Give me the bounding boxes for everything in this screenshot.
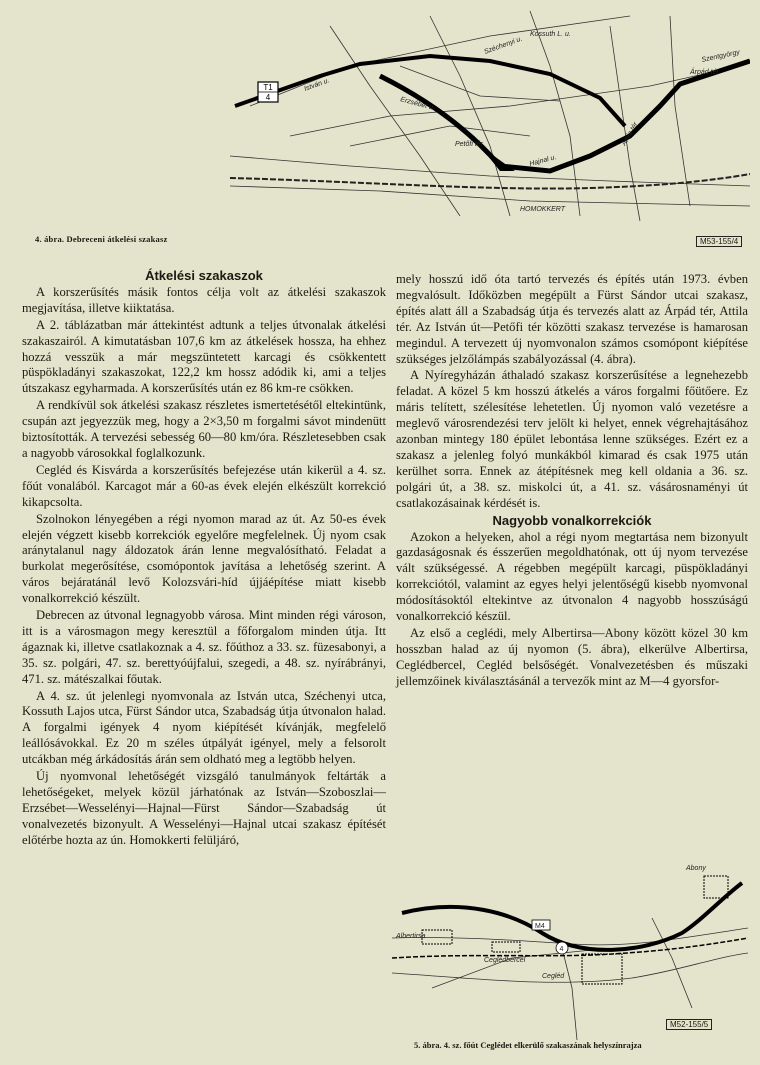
town-albertirsa [422, 930, 452, 944]
label-route4: 4 [559, 946, 564, 953]
label-homokkert: HOMOKKERT [520, 206, 565, 213]
label-istvan: István u. [303, 77, 331, 93]
railway-line [392, 938, 748, 958]
paragraph: Cegléd és Kisvárda a korszerűsítés befejezése után kikerül a 4. sz. főút vonalából. Karcagot már a 60-as évek elején elkészült korrekció kikapcsolta. [22, 462, 386, 509]
town-ceglbercel [492, 942, 520, 952]
label-erzsebet: Erzsébet u. [399, 96, 436, 113]
route-badge-bottom: 4 [265, 93, 271, 102]
left-column [22, 268, 386, 850]
figure-cegled-map [392, 858, 748, 1040]
label-kossuth: Kossuth L. u. [530, 31, 571, 38]
paragraph: A 2. táblázatban már áttekintést adtunk a teljes útvonalak átkelési szakaszairól. A kimutatásban 107,6 km az átkelések hossza, ha ehhez hozzá vesszük a már megszüntetett karcagi és csökkentett püspökladányi szakaszokat, 122,2 km hossz adódik ki, ami a teljes útszakasz egyharmada. A korszerűsítés után ez 86 km-re csökken. [22, 317, 386, 396]
heading-vonalkorrekciok: Nagyobb vonalkorrekciók [492, 512, 652, 528]
paragraph: Debrecen az útvonal legnagyobb városa. Mint minden régi városon, itt is a városmagon megy keresztül a főforgalom minden útja. Itt ágaznak ki, illetve csatlakoznak a 4. sz. főúthoz a 33. sz. füzesabonyi, a 35. sz. polgári, 47. sz. berettyóújfalui, szegedi, a 48. sz. nyírábrányi, 471. sz. mátészalkai főutak. [22, 608, 386, 686]
label-ceglbercel: Ceglédbercel [484, 957, 526, 964]
label-abony: Abony [686, 865, 706, 872]
route-arrow [480, 146, 515, 171]
paragraph: A Nyíregyházán áthaladó szakasz korszerűsítése a legnehezebb feladat. A közel 5 km hosszú átkelés a város forgalmi főütőere. Ez máris telített, szélesítése lehetetlen. Új nyomon való vezetésre a meglevő városrendezési terv jelölt ki helyet, ennek végrehajtásához azonban mintegy 180 épület lebontása lenne szükséges. Ezért ez a szakasz a jelenleg folyó munkákból kimarad és csak 1975 után kerülhet sorra. Ennek az átépítésnek meg kell oldania a 36. sz. polgári út, a 38. sz. miskolci út, a 41. sz. vásárosnaményi út csatlakozásainak kérdését is. [396, 368, 748, 510]
debrecen-map-svg [230, 6, 750, 228]
figure1-caption: 4. ábra. Debreceni átkelési szakasz [35, 234, 168, 244]
figure1-code: M53-155/4 [696, 236, 742, 247]
new-route-line [380, 61, 750, 171]
paragraph: A korszerűsítés másik fontos célja volt az átkelési szakaszok megjavítása, illetve kiiktatása. [22, 284, 386, 315]
figure2-code: M52-155/5 [666, 1019, 712, 1030]
paragraph: Azokon a helyeken, ahol a régi nyom megtartása nem bizonyult gazdaságosnak és ésszerűen megoldhatónak, ott új nyom tervezése vált szükségessé. A régebben megépült karcagi, püspökladányi korrekciótól, valamint az egyes helyi jelentőségű kisebb nyomvonal módosításoktól eltekintve az útvonalon 4 nagyobb hosszúságú vonalkorrekció készül. [396, 529, 748, 624]
paragraph: A 4. sz. út jelenlegi nyomvonala az István utca, Széchenyi utca, Kossuth Lajos utca, Fürst Sándor utca, Szabadság útja útvonalon halad. A forgalmi igények 4 nyom kiépítését kívánják, megfelelő leállósávokkal. Ez 20 m széles útpályát igényel, mely a felsorolt utcákban még árkádosítás árán sem oldható meg a legtöbb helyen. [22, 688, 386, 767]
right-column [396, 272, 748, 691]
bypass-route [402, 883, 742, 950]
label-m4: M4 [535, 923, 545, 930]
street-network [230, 11, 750, 221]
label-attila: Attila tér [620, 121, 640, 147]
old-route-line [235, 56, 625, 126]
paragraph: Az első a ceglédi, mely Albertirsa—Abony között közel 30 km hosszban halad az új nyomon (5. ábra), elkerülve Albertirsa, Ceglédbercel, Cegléd belsőségét. Vonalvezetésben és műszaki jellemzőinek kiválasztásánál a tervezők mint az M—4 gyorsfor- [396, 625, 748, 688]
figure2-caption: 5. ábra. 4. sz. főút Ceglédet elkerülő szakaszának helyszínrajza [414, 1040, 642, 1050]
paragraph: Új nyomvonal lehetőségét vizsgáló tanulmányok feltárták a lehetőségeket, melyek közül járhatónak az István—Szoboszlai—Erzsébet—Wesselényi—Hajnal—Fürst Sándor—Szabadság út vonalvezetés bizonyult. A Wesselényi—Hajnal utcai szakasz építését előtérbe hozta az ún. Homokkerti felüljáró, [22, 769, 386, 847]
label-hajnal: Hajnal u. [528, 154, 558, 168]
label-cegled: Cegléd [542, 973, 565, 980]
paragraph: Szolnokon lényegében a régi nyomon marad az út. Az 50-es évek elején végzett kisebb korrekciók egyelőre megfelelnek. Új nyom csak aránytalanul nagy áldozatok árán lenne megvalósítható. Feladat a burkolat megerősítése, csomópontok javítása a lehetőség szerint. A város bejáratánál levő Kolozsvári-híd újjáépítése miatt kisebb vonalkorrekció készült. [22, 511, 386, 606]
paragraph: A rendkívül sok átkelési szakasz részletes ismertetésétől eltekintünk, csupán azt jegyezzük meg, hogy a 2×3,50 m forgalmi sávot mindenütt biztosították. A tervezési sebesség 60—80 km/óra. Részletesebben csak a nagyobb városokkal foglalkozunk. [22, 398, 386, 460]
label-arpad: Árpád tér [690, 69, 719, 76]
town-abony [704, 876, 728, 898]
label-szentgyorgy: Szentgyörgy [700, 49, 741, 64]
label-petofi: Petőfi tér [455, 141, 484, 148]
heading-atkelesi: Átkelési szakaszok [145, 268, 263, 283]
label-albertirsa: Albertirsa [396, 933, 426, 940]
figure-debrecen-map [230, 6, 750, 228]
cegled-map-svg [392, 858, 748, 1040]
label-szechenyi: Széchenyi u. [483, 35, 524, 56]
paragraph: mely hosszú idő óta tartó tervezés és építés után 1973. évben megvalósult. Időközben megépült a Fürst Sándor utcai szakasz, építés alatt áll a Szabadság útja és tervezés alatt az Árpád tér, Attila tér. Az István út—Petőfi tér közötti szakasz tervezése is hamarosan megindul. A tervezett új nyomvonalon számos csomópont kiépítése szükséges jelzőlámpás szabályozással (4. ábra). [396, 272, 748, 366]
route-badge-top: T1 [263, 83, 273, 92]
